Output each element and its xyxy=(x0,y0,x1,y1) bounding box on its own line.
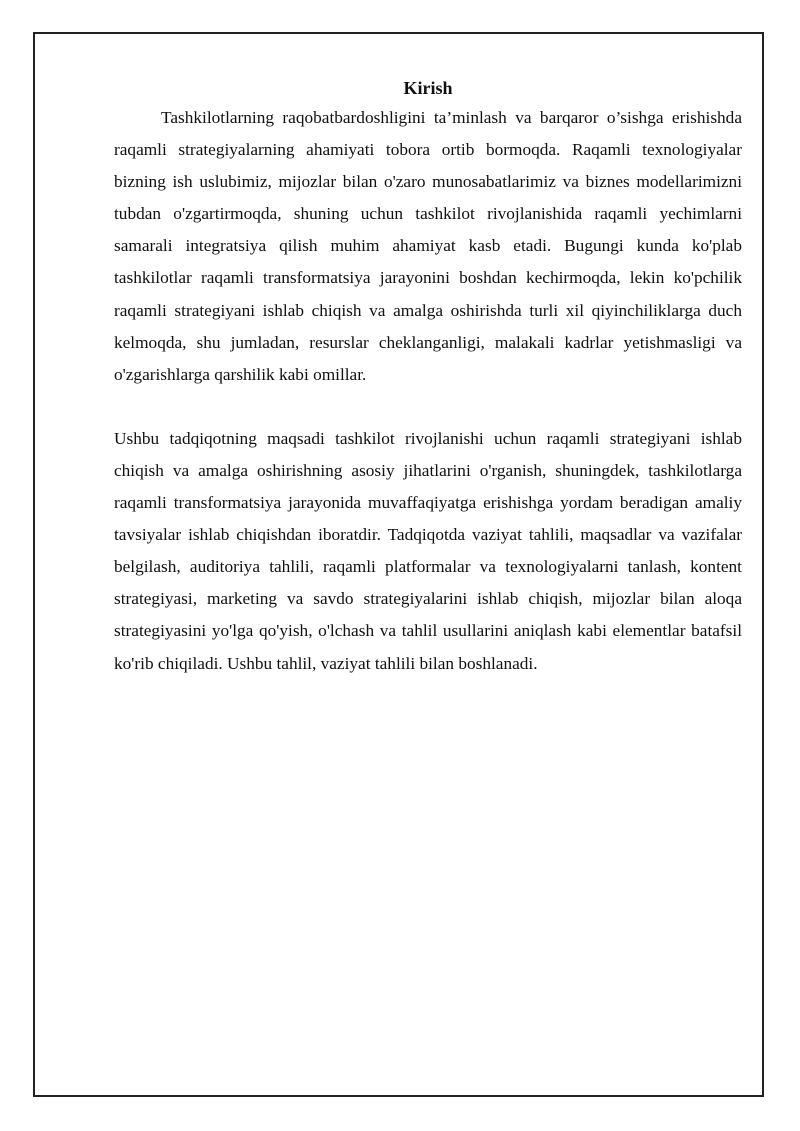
document-title: Kirish xyxy=(403,78,453,98)
document-body xyxy=(114,74,742,680)
paragraph-spacer xyxy=(114,391,742,423)
paragraph-intro: Tashkilotlarning raqobatbardoshligini ta’minlash va barqaror o’sishga erishishda raqamli strategiyalarning ahamiyati tobora ortib bormoqda. Raqamli texnologiyalar bizning ish uslubimiz, mijozlar bilan o'zaro munosabatlarimiz va biznes modellarimizni tubdan o'zgartirmoqda, shuning uchun tashkilot rivojlanishida raqamli yechimlarni samarali integratsiya qilish muhim ahamiyat kasb etadi. Bugungi kunda ko'plab tashkilotlar raqamli transformatsiya jarayonini boshdan kechirmoqda, lekin ko'pchilik raqamli strategiyani ishlab chiqish va amalga oshirishda turli xil qiyinchiliklarga duch kelmoqda, shu jumladan, resurslar cheklanganligi, malakali kadrlar yetishmasligi va o'zgarishlarga qarshilik kabi omillar. xyxy=(114,108,742,384)
paragraph-purpose: Ushbu tadqiqotning maqsadi tashkilot rivojlanishi uchun raqamli strategiyani ishlab chiqish va amalga oshirishning asosiy jihatlarini o'rganish, shuningdek, tashkilotlarga raqamli transformatsiya jarayonida muvaffaqiyatga erishishga yordam beradigan amaliy tavsiyalar ishlab chiqishdan iboratdir. Tadqiqotda vaziyat tahlili, maqsadlar va vazifalar belgilash, auditoriya tahlili, raqamli platformalar va texnologiyalarni tanlash, kontent strategiyasi, marketing va savdo strategiyalarini ishlab chiqish, mijozlar bilan aloqa strategiyasini yo'lga qo'yish, o'lchash va tahlil usullarini aniqlash kabi elementlar batafsil ko'rib chiqiladi. Ushbu tahlil, vaziyat tahlili bilan boshlanadi. xyxy=(114,428,742,673)
